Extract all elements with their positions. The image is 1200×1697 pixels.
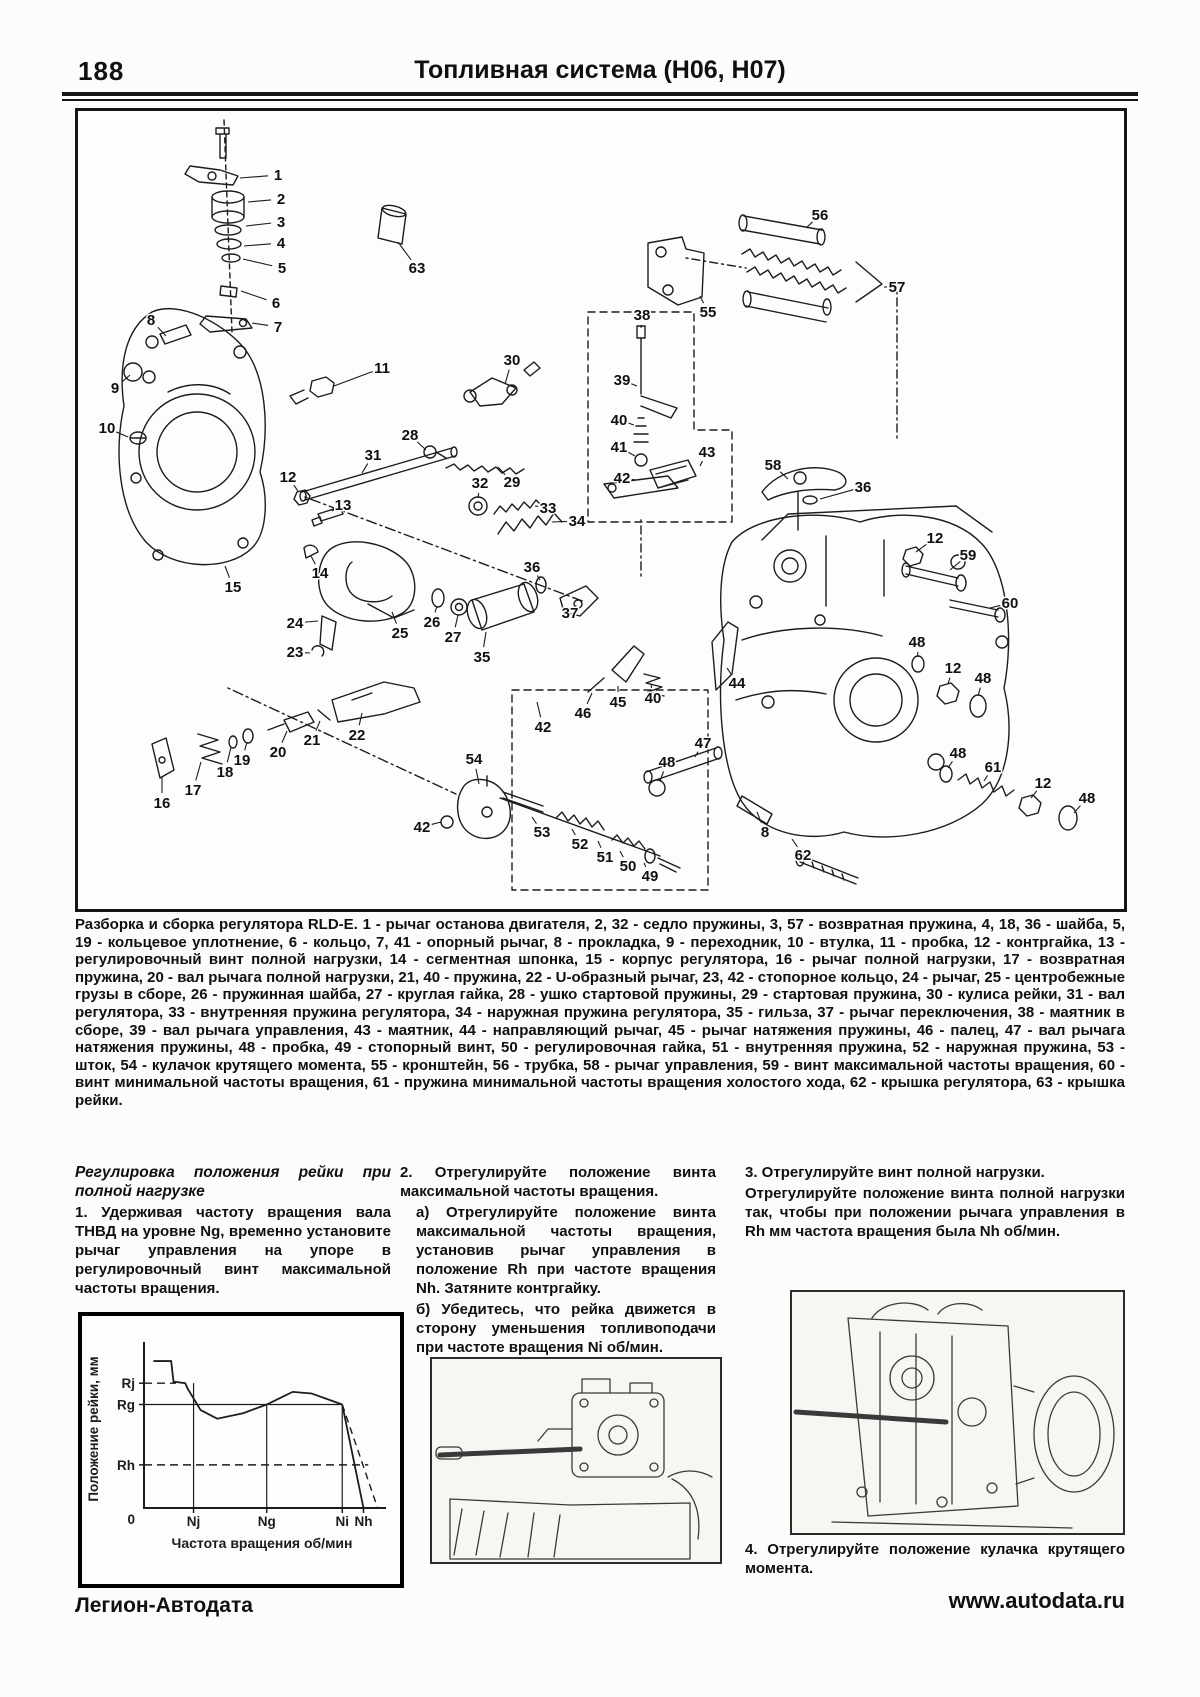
leader-line — [248, 200, 271, 202]
part-label-32: 32 — [471, 475, 489, 492]
part-label-61: 61 — [984, 759, 1002, 776]
part-label-51: 51 — [596, 849, 614, 866]
header-rule-thick — [62, 92, 1138, 96]
leader-line — [316, 721, 320, 731]
part-label-41: 41 — [610, 439, 628, 456]
leader-line — [241, 291, 267, 300]
y-tick-Rg: Rg — [117, 1397, 135, 1413]
part-label-48: 48 — [658, 754, 676, 771]
part-label-56: 56 — [811, 207, 829, 224]
part-label-39: 39 — [613, 372, 631, 389]
chart-axes — [144, 1342, 386, 1508]
leader-line — [398, 242, 411, 260]
column-3 — [745, 1163, 1125, 1243]
header-rule-thin — [62, 99, 1138, 101]
leader-line — [246, 223, 271, 226]
leader-line — [455, 615, 458, 627]
chart-ylabel: Положение рейки, мм — [86, 1356, 101, 1502]
leader-line — [505, 370, 509, 384]
leader-line — [417, 442, 426, 450]
leader-line — [984, 775, 988, 781]
leader-line — [334, 372, 373, 386]
x-tick-Ni: Ni — [335, 1514, 349, 1529]
figure-caption-title: Разборка и сборка регулятора RLD-E. — [75, 916, 358, 933]
step-2b-text: б) Убедитесь, что рейка движется в сторону уменьшения топливоподачи при частоте вращения Ni об/мин. — [416, 1301, 716, 1356]
part-label-52: 52 — [571, 836, 589, 853]
leader-line — [240, 176, 268, 178]
part-label-58: 58 — [764, 457, 782, 474]
leader-line — [244, 244, 271, 246]
section-heading-rack-adjustment: Регулировка положения рейки при полной нагрузке — [75, 1164, 391, 1200]
part-label-15: 15 — [224, 579, 242, 596]
leader-line — [227, 747, 231, 762]
leader-line — [628, 423, 634, 425]
part-label-48: 48 — [1078, 790, 1096, 807]
part-label-62: 62 — [794, 847, 812, 864]
part-label-18: 18 — [216, 764, 234, 781]
part-stop-lever — [185, 166, 238, 185]
figure-caption — [75, 916, 1125, 1110]
y-tick-Rj: Rj — [121, 1376, 135, 1392]
part-label-36: 36 — [854, 479, 872, 496]
leader-line — [243, 259, 272, 266]
part-label-30: 30 — [503, 352, 521, 369]
part-label-55: 55 — [699, 304, 717, 321]
leader-line — [282, 731, 287, 743]
part-label-12: 12 — [1034, 775, 1052, 792]
leader-line — [537, 702, 541, 717]
part-label-19: 19 — [233, 752, 251, 769]
part-label-43: 43 — [698, 444, 716, 461]
part-label-8: 8 — [146, 312, 156, 329]
leader-line — [294, 485, 298, 491]
leader-line — [651, 684, 652, 688]
part-label-37: 37 — [561, 605, 579, 622]
part-label-45: 45 — [609, 694, 627, 711]
column-1 — [75, 1163, 391, 1300]
leader-line — [632, 479, 636, 480]
part-bolt — [216, 128, 229, 158]
part-label-63: 63 — [408, 260, 426, 277]
leader-line — [532, 817, 536, 824]
exploded-view-figure-frame — [75, 108, 1127, 912]
part-label-20: 20 — [269, 744, 287, 761]
part-label-40: 40 — [610, 412, 628, 429]
part-label-1: 1 — [273, 167, 283, 184]
part-label-47: 47 — [694, 735, 712, 752]
part-label-16: 16 — [153, 795, 171, 812]
part-label-48: 48 — [908, 634, 926, 651]
leader-line — [225, 566, 229, 578]
leader-line — [252, 323, 268, 325]
leader-line — [478, 493, 479, 498]
leader-line — [620, 851, 623, 857]
rack-position-chart — [78, 1312, 404, 1588]
part-label-4: 4 — [276, 235, 286, 252]
leader-line — [792, 839, 797, 847]
part-label-53: 53 — [533, 824, 551, 841]
part-label-36: 36 — [523, 559, 541, 576]
part-label-33: 33 — [539, 500, 557, 517]
part-label-50: 50 — [619, 858, 637, 875]
part-label-42: 42 — [613, 470, 631, 487]
x-tick-Ng: Ng — [257, 1514, 276, 1529]
part-label-9: 9 — [110, 380, 120, 397]
page-number: 188 — [78, 56, 125, 86]
step-2a-text: а) Отрегулируйте положение винта максимальной частоты вращения, установив рычаг управления в положение Rh при частоте вращения Nh. Затяните контргайку. — [416, 1204, 716, 1297]
website-url: www.autodata.ru — [948, 1588, 1125, 1613]
leader-line — [727, 668, 731, 675]
leader-line — [362, 464, 368, 473]
part-label-13: 13 — [334, 497, 352, 514]
photo-torque-cam-adjustment — [790, 1290, 1125, 1535]
leader-line — [628, 452, 635, 456]
leader-line — [644, 863, 646, 867]
leader-line — [757, 812, 761, 823]
leader-line — [631, 384, 637, 386]
part-label-49: 49 — [641, 868, 659, 885]
part-label-21: 21 — [303, 732, 321, 749]
part-label-48: 48 — [974, 670, 992, 687]
leader-line — [196, 762, 201, 780]
part-label-7: 7 — [273, 319, 283, 336]
part-label-34: 34 — [568, 513, 586, 530]
part-label-14: 14 — [311, 565, 329, 582]
rack-position-curve — [153, 1361, 342, 1419]
leader-line — [476, 769, 479, 784]
column-2 — [400, 1163, 716, 1359]
part-label-28: 28 — [401, 427, 419, 444]
part-label-42: 42 — [413, 819, 431, 836]
part-label-12: 12 — [944, 660, 962, 677]
header-title: Топливная система (H06, H07) — [414, 56, 786, 84]
publisher-logo-text: Легион-Автодата — [75, 1594, 253, 1617]
y-tick-Rh: Rh — [117, 1457, 135, 1473]
part-label-6: 6 — [271, 295, 281, 312]
part-label-2: 2 — [276, 191, 286, 208]
figure-caption-body: 1 - рычаг останова двигателя, 2, 32 - седло пружины, 3, 57 - возвратная пружина, 4, 18, 36 - шайба, 5, 19 - кольцевое уплотнение, 6 - кольцо, 7, 41 - опорный рычаг, 8 - прокладка, 9 - переходник, 10 - втулка, 11 - пробка, 12 - контргайка, 13 - регулировочный винт полной нагрузки, 14 - сегментная шпонка, 15 - корпус регулятора, 16 - рычаг полной нагрузки, 17 - возвратная пружина, 20 - вал рычага полной нагрузки, 21, 40 - пружина, 22 - U-образный рычаг, 23, 42 - стопорное кольцо, 24 - рычаг, 25 - центробежные грузы в сборе, 26 - пружинная шайба, 27 - круглая гайка, 28 - ушко стартовой пружины, 29 - стартовая пружина, 30 - кулиса рейки, 31 - вал регулятора, 33 - внутренняя пружина регулятора, 34 - наружная пружина регулятора, 35 - гильза, 37 - рычаг переключения, 38 - маятник в сборе, 39 - вал рычага управления, 43 - маятник, 44 - направляющий рычаг, 45 - рычаг натяжения пружины, 46 - палец, 47 - вал рычага натяжения пружины, 48 - пробка, 49 - стопорный винт, 50 - регулировочная гайка, 51 - внутренняя пружина, 52 - наружная пружина, 53 - шток, 54 - кулачок крутящего момента, 55 - кронштейн, 56 - трубка, 58 - рычаг управления, 59 - винт максимальной частоты вращения, 60 - винт минимальной частоты вращения, 61 - пружина минимальной частоты вращения холостого хода, 62 - крышка регулятора, 63 - крышка рейки. — [75, 916, 1125, 1109]
part-label-60: 60 — [1001, 595, 1019, 612]
step-2-text: 2. Отрегулируйте положение винта максимальной частоты вращения. — [400, 1164, 716, 1200]
part-label-27: 27 — [444, 629, 462, 646]
photo-max-speed-screw-adjustment — [430, 1357, 722, 1564]
leader-line — [116, 432, 128, 437]
leader-line — [820, 490, 853, 499]
part-label-23: 23 — [286, 644, 304, 661]
part-label-25: 25 — [391, 625, 409, 642]
part-label-29: 29 — [503, 474, 521, 491]
leader-line — [700, 461, 703, 466]
leader-line — [311, 556, 315, 564]
step-3-text: 3. Отрегулируйте винт полной нагрузки. — [745, 1164, 1045, 1181]
leader-line — [572, 829, 575, 835]
part-label-17: 17 — [184, 782, 202, 799]
step-1-text: 1. Удерживая частоту вращения вала ТНВД на уровне Ng, временно установите рычаг управления на упоре в регулировочный винт максимальной частоты вращения. — [75, 1204, 391, 1297]
part-label-57: 57 — [888, 279, 906, 296]
leader-line — [432, 822, 441, 824]
part-label-54: 54 — [465, 751, 483, 768]
leader-line — [484, 632, 486, 647]
part-label-31: 31 — [364, 447, 382, 464]
leader-line — [660, 771, 664, 781]
step-4-text: 4. Отрегулируйте положение кулачка крутящего момента. — [745, 1541, 1125, 1577]
part-label-5: 5 — [277, 260, 287, 277]
x-tick-0: 0 — [127, 1512, 135, 1527]
part-label-24: 24 — [286, 615, 304, 632]
chart-xlabel: Частота вращения об/мин — [171, 1535, 353, 1551]
step-4-caption — [745, 1540, 1125, 1580]
diagram-part-labels — [99, 167, 1096, 885]
part-label-12: 12 — [279, 469, 297, 486]
part-label-38: 38 — [633, 307, 651, 324]
part-label-59: 59 — [959, 547, 977, 564]
part-label-44: 44 — [728, 675, 746, 692]
part-label-22: 22 — [348, 727, 366, 744]
leader-line — [598, 841, 601, 848]
step-3-detail-text: Отрегулируйте положение винта полной нагрузки так, чтобы при положении рычага управления в Rh мм частота вращения была Nh об/мин. — [745, 1185, 1125, 1240]
leader-line — [305, 621, 318, 622]
leader-line — [245, 742, 247, 750]
part-label-35: 35 — [473, 649, 491, 666]
part-label-40: 40 — [644, 690, 662, 707]
part-label-3: 3 — [276, 214, 286, 231]
exploded-view-diagram — [78, 111, 1118, 903]
leader-line — [948, 761, 952, 768]
part-label-8: 8 — [760, 824, 770, 841]
leader-line — [552, 521, 567, 522]
x-tick-Nj: Nj — [186, 1514, 201, 1529]
leader-line — [587, 693, 592, 704]
part-label-48: 48 — [949, 745, 967, 762]
leader-line — [359, 713, 362, 725]
part-label-42: 42 — [534, 719, 552, 736]
part-label-46: 46 — [574, 705, 592, 722]
part-label-11: 11 — [374, 360, 390, 377]
x-tick-Nh: Nh — [354, 1514, 373, 1529]
part-label-10: 10 — [98, 420, 116, 437]
part-label-26: 26 — [423, 614, 441, 631]
part-label-12: 12 — [926, 530, 944, 547]
